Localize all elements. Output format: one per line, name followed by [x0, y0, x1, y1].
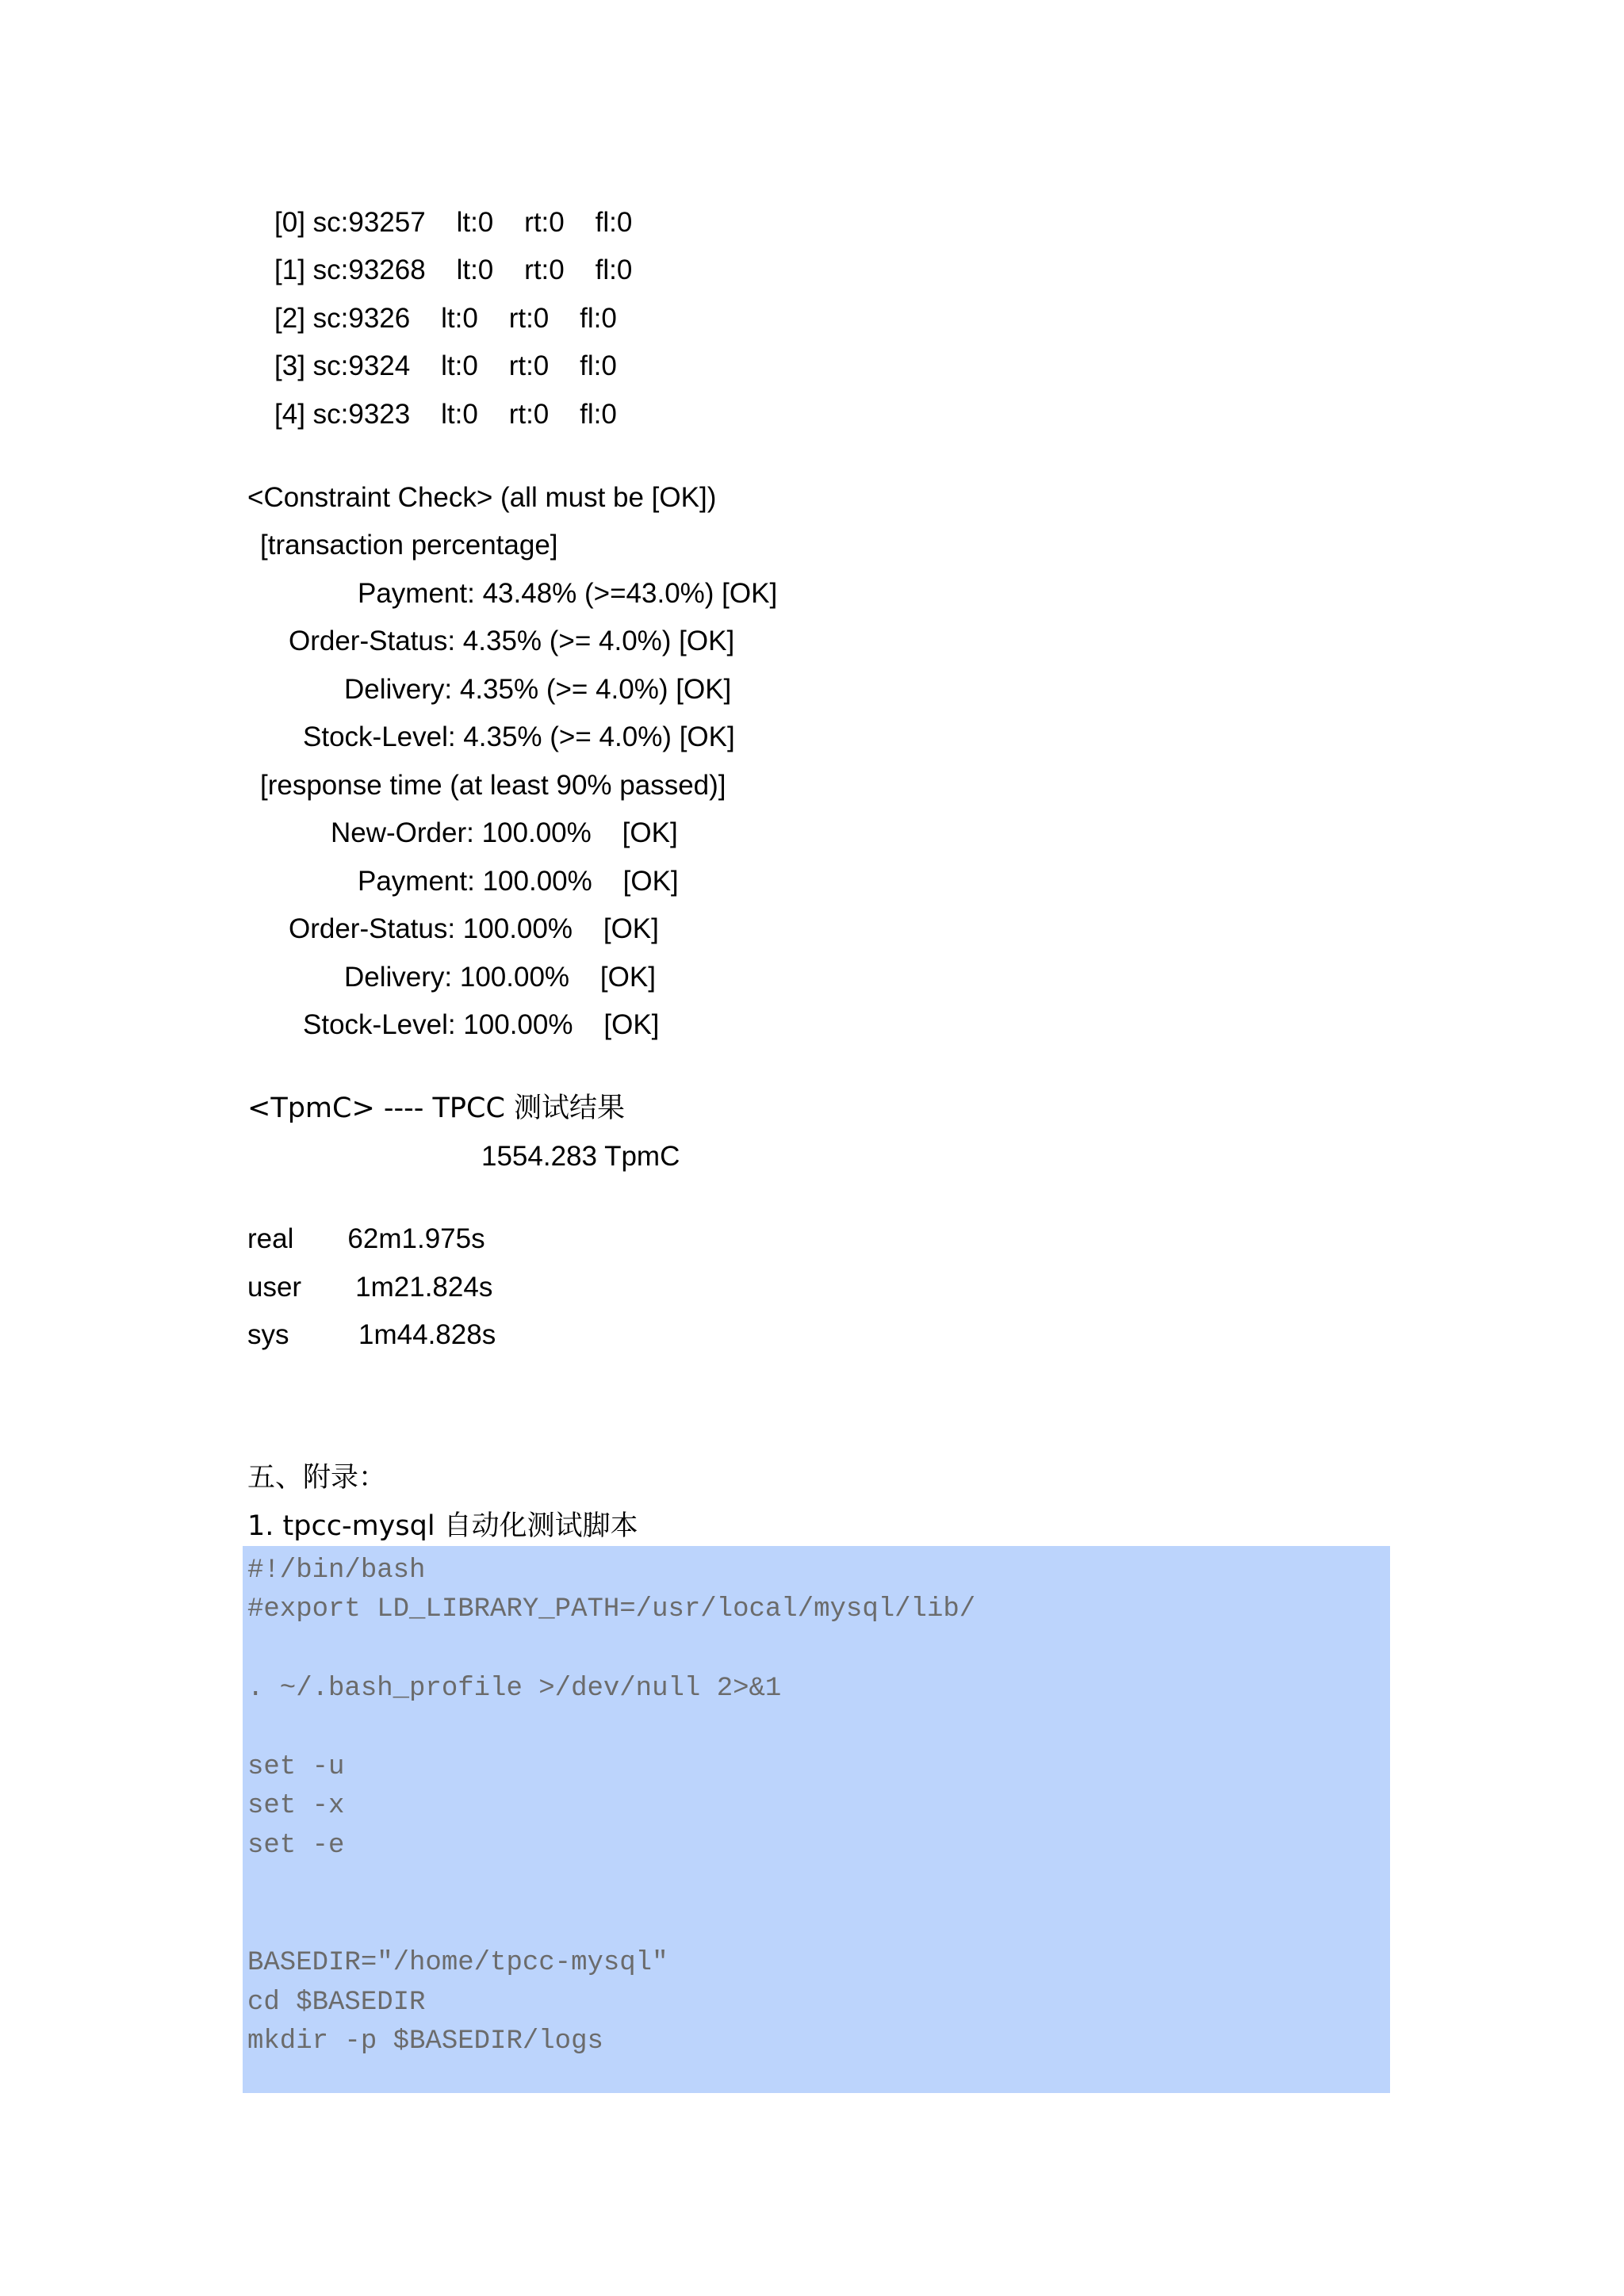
response-row: New-Order: 100.00% [OK]: [331, 817, 678, 848]
response-row: Delivery: 100.00% [OK]: [344, 962, 656, 993]
code-line: cd $BASEDIR: [247, 1988, 426, 2018]
code-line: set -e: [247, 1831, 345, 1861]
sc-result-line: [1] sc:93268 lt:0 rt:0 fl:0: [274, 254, 633, 285]
code-line: BASEDIR="/home/tpcc-mysql": [247, 1948, 668, 1978]
transaction-row: Stock-Level: 4.35% (>= 4.0%) [OK]: [303, 721, 735, 752]
response-row: Payment: 100.00% [OK]: [358, 866, 679, 897]
tpmc-value: 1554.283 TpmC: [481, 1141, 680, 1172]
timing-user: user 1m21.824s: [247, 1272, 493, 1303]
code-line: #!/bin/bash: [247, 1556, 426, 1586]
sc-result-line: [3] sc:9324 lt:0 rt:0 fl:0: [274, 350, 617, 381]
response-row: Stock-Level: 100.00% [OK]: [303, 1009, 660, 1040]
appendix-heading: 五、附录：: [247, 1462, 387, 1494]
sc-result-line: [0] sc:93257 lt:0 rt:0 fl:0: [274, 207, 633, 238]
response-time-heading: [response time (at least 90% passed)]: [260, 770, 726, 801]
transaction-row: Delivery: 4.35% (>= 4.0%) [OK]: [344, 674, 732, 705]
timing-real: real 62m1.975s: [247, 1223, 485, 1254]
code-line: set -u: [247, 1752, 345, 1782]
response-row: Order-Status: 100.00% [OK]: [289, 913, 659, 944]
sc-result-line: [4] sc:9323 lt:0 rt:0 fl:0: [274, 399, 617, 430]
transaction-row: Order-Status: 4.35% (>= 4.0%) [OK]: [289, 626, 735, 656]
sc-result-line: [2] sc:9326 lt:0 rt:0 fl:0: [274, 303, 617, 334]
constraint-heading: <Constraint Check> (all must be [OK]): [247, 482, 717, 513]
timing-sys: sys 1m44.828s: [247, 1319, 496, 1350]
transaction-row: Payment: 43.48% (>=43.0%) [OK]: [358, 578, 778, 609]
code-line: mkdir -p $BASEDIR/logs: [247, 2026, 603, 2057]
code-line: . ~/.bash_profile >/dev/null 2>&1: [247, 1674, 782, 1704]
code-line: set -x: [247, 1791, 345, 1821]
appendix-item-title: 1. tpcc-mysql 自动化测试脚本: [247, 1510, 638, 1542]
transaction-percentage-heading: [transaction percentage]: [260, 530, 558, 561]
code-line: #export LD_LIBRARY_PATH=/usr/local/mysql/lib/: [247, 1594, 976, 1624]
tpmc-heading: <TpmC> ---- TPCC 测试结果: [247, 1093, 626, 1124]
code-block: [243, 1546, 1390, 2093]
